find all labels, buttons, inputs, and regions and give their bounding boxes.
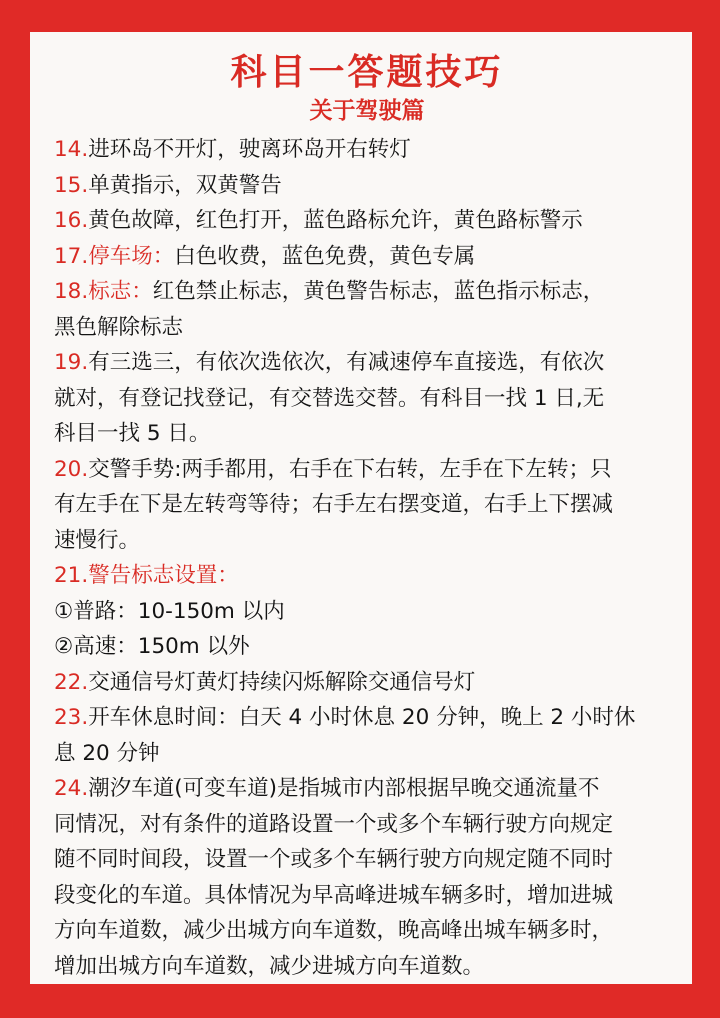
item-number: 16. [54, 208, 89, 233]
item-number: 15. [54, 172, 89, 198]
tip-item-17 [54, 239, 680, 275]
item-text: 交通信号灯黄灯持续闪烁解除交通信号灯 [88, 669, 476, 695]
item-number: 17. [54, 243, 89, 269]
item-text: 单黄指示，双黄警告 [88, 172, 282, 198]
tip-item-14 [54, 132, 680, 168]
item-text-cont: 黑色解除标志 [54, 314, 184, 340]
item-text-cont: 科目一找 5 日。 [54, 421, 211, 446]
item-number: 21. [54, 563, 89, 588]
item-text: 白色收费，蓝色免费，黄色专属 [174, 243, 476, 269]
tip-item-20 [54, 452, 680, 559]
item-number: 22. [54, 669, 89, 695]
tip-item-21 [54, 558, 680, 665]
item-text-cont: 随不同时间段，设置一个或多个车辆行驶方向规定随不同时 [54, 847, 614, 872]
item-heading: 停车场： [88, 243, 175, 269]
item-number: 14. [54, 137, 89, 162]
sub-item-ordinary-road: ①普路：10-150m 以内 [54, 598, 285, 624]
item-heading: 标志： [88, 279, 153, 304]
item-heading: 警告标志设置： [88, 563, 239, 588]
sub-item-highway: ②高速：150m 以外 [54, 634, 250, 659]
tip-item-19 [54, 345, 680, 452]
item-text-cont: 速慢行。 [54, 527, 141, 553]
item-text-cont: 就对，有登记找登记，有交替选交替。有科目一找 1 日,无 [54, 385, 605, 411]
item-text: 有三选三，有依次选依次，有减速停车直接选，有依次 [88, 350, 605, 375]
item-number: 20. [54, 456, 89, 482]
item-text: 交警手势:两手都用，右手在下右转，左手在下左转；只 [88, 456, 612, 482]
item-number: 19. [54, 350, 89, 375]
item-text-cont: 方向车道数，减少出城方向车道数，晚高峰出城车辆多时， [54, 918, 614, 943]
item-text: 开车休息时间：白天 4 小时休息 20 分钟，晚上 2 小时休 [88, 705, 636, 730]
item-number: 23. [54, 705, 89, 730]
item-text-cont: 增加出城方向车道数，减少进城方向车道数。 [54, 953, 485, 979]
tip-item-18 [54, 274, 680, 345]
tip-item-15 [54, 168, 680, 204]
item-number: 24. [54, 776, 89, 801]
item-text: 潮汐车道(可变车道)是指城市内部根据早晚交通流量不 [88, 776, 600, 801]
tip-item-16 [54, 203, 680, 239]
page-subtitle: 关于驾驶篇 [309, 97, 425, 124]
item-text: 红色禁止标志，黄色警告标志，蓝色指示标志， [152, 279, 605, 304]
tip-item-22 [54, 665, 680, 701]
item-text-cont: 有左手在下是左转弯等待；右手左右摆变道，右手上下摆减 [54, 492, 614, 517]
item-number: 18. [54, 279, 89, 304]
item-text-cont: 同情况，对有条件的道路设置一个或多个车辆行驶方向规定 [54, 811, 614, 837]
page-title: 科目一答题技巧 [230, 51, 504, 93]
content-card [30, 32, 692, 984]
item-text-cont: 息 20 分钟 [54, 740, 160, 766]
item-text: 黄色故障，红色打开，蓝色路标允许，黄色路标警示 [88, 208, 583, 233]
item-text-cont: 段变化的车道。具体情况为早高峰进城车辆多时，增加进城 [54, 882, 614, 908]
tip-item-24 [54, 771, 680, 984]
tip-item-23 [54, 700, 680, 771]
item-text: 进环岛不开灯，驶离环岛开右转灯 [88, 137, 411, 162]
